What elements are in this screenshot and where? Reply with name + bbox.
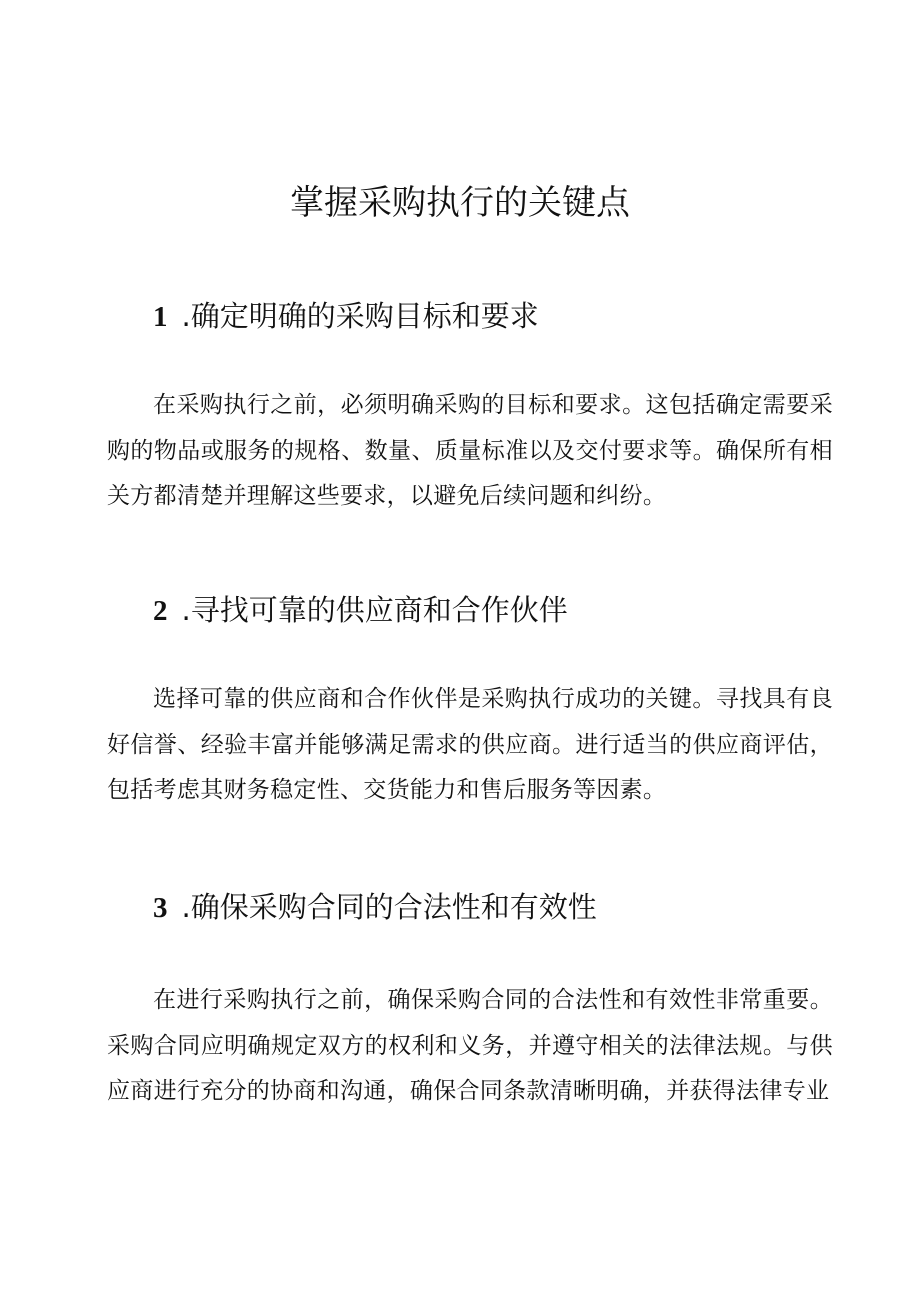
- section-3-heading: [153, 887, 597, 928]
- section-1-number: 1: [153, 301, 168, 333]
- section-1-heading: [153, 296, 539, 337]
- section-3-body: 在进行采购执行之前，确保采购合同的合法性和有效性非常重要。采购合同应明确规定双方的权利和义务，并遵守相关的法律法规。与供应商进行充分的协商和沟通，确保合同条款清晰明确，并获得法律专业: [107, 987, 833, 1104]
- section-2-body: 选择可靠的供应商和合作伙伴是采购执行成功的关键。寻找具有良好信誉、经验丰富并能够满足需求的供应商。进行适当的供应商评估，包括考虑其财务稳定性、交货能力和售后服务等因素。: [107, 686, 833, 803]
- section-1-heading-text: .确定明确的采购目标和要求: [181, 299, 539, 333]
- section-3-number: 3: [153, 892, 168, 924]
- document-title: 掌握采购执行的关键点: [290, 183, 630, 223]
- section-2-heading: [153, 590, 568, 631]
- section-3-heading-text: .确保采购合同的合法性和有效性: [181, 890, 597, 924]
- section-1-body: 在采购执行之前，必须明确采购的目标和要求。这包括确定需要采购的物品或服务的规格、数量、质量标准以及交付要求等。确保所有相关方都清楚并理解这些要求，以避免后续问题和纠纷。: [107, 392, 833, 509]
- section-2-heading-text: .寻找可靠的供应商和合作伙伴: [181, 593, 568, 627]
- section-2-number: 2: [153, 595, 168, 627]
